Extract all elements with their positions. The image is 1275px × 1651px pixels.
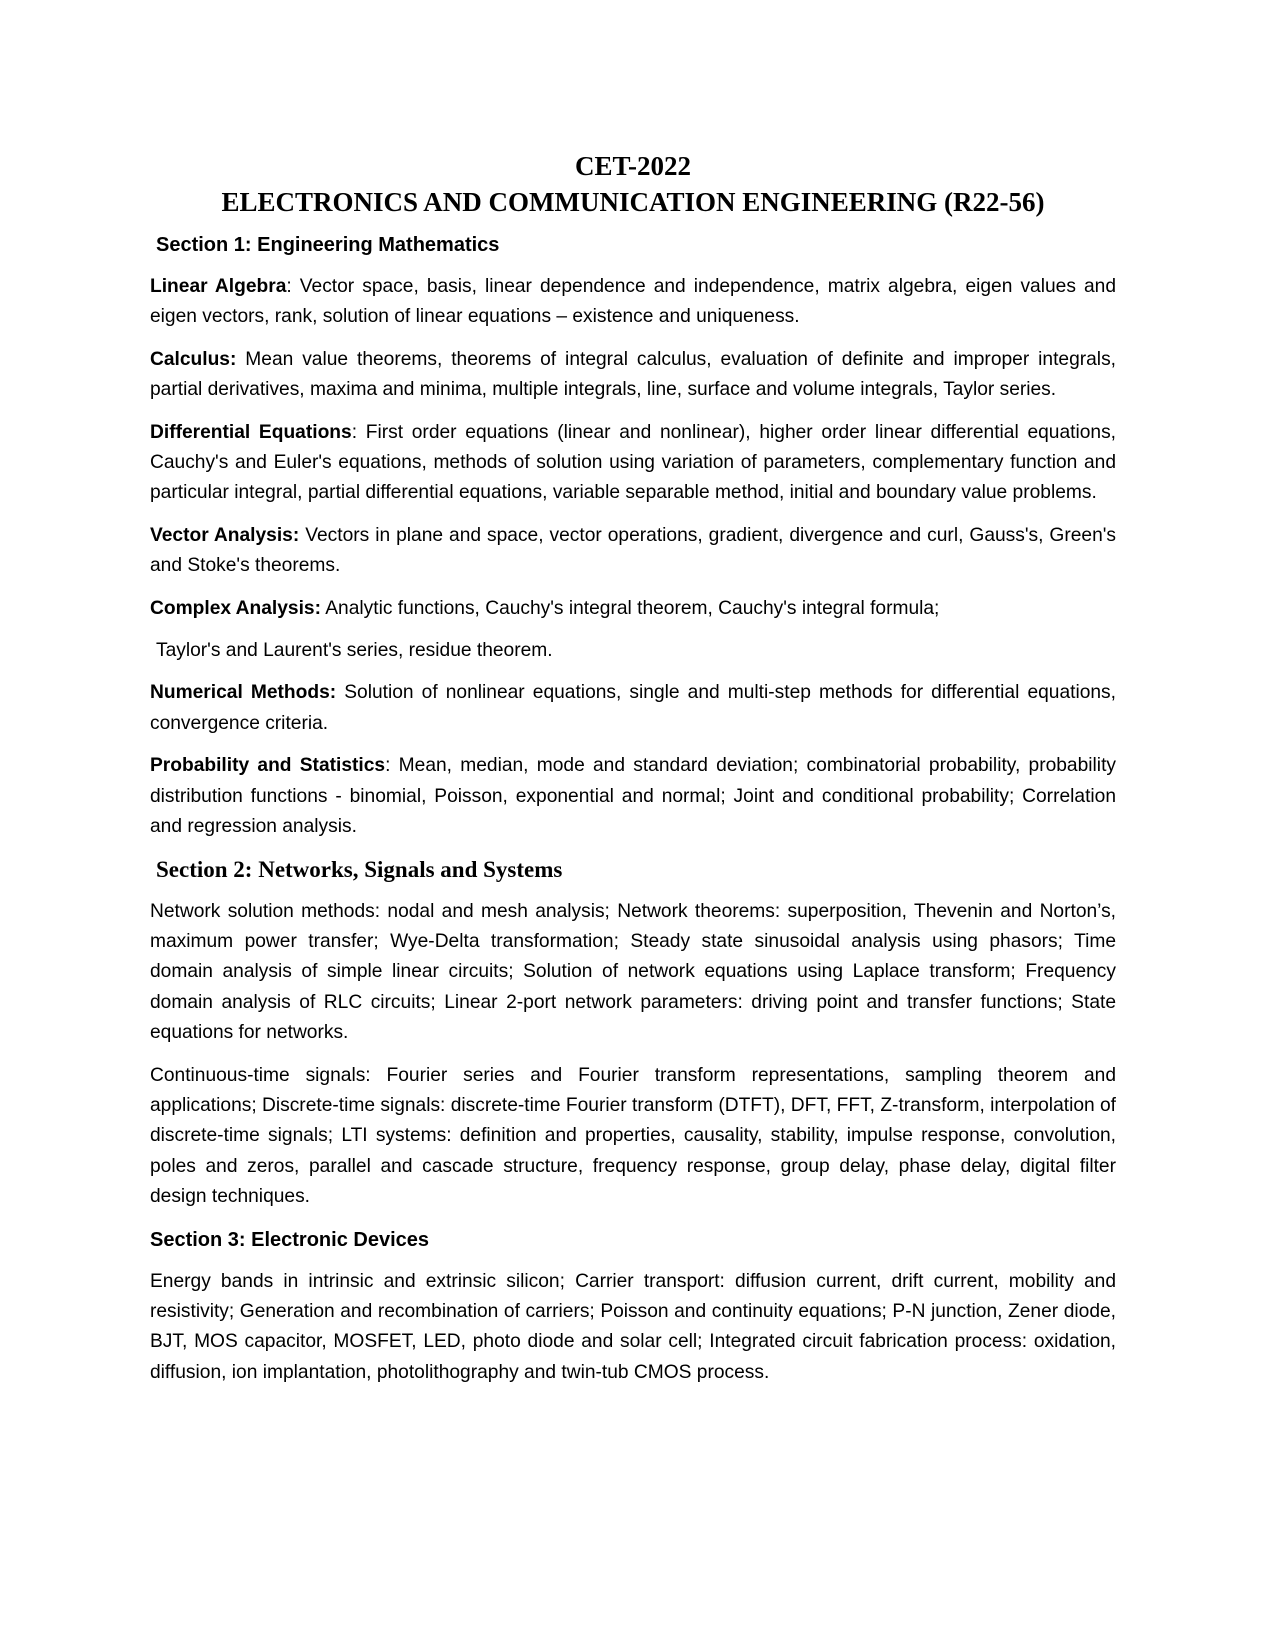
topic-linear-algebra <box>150 272 1116 333</box>
topic-vector-analysis <box>150 521 1116 582</box>
topic-name: Vector Analysis: <box>150 524 300 546</box>
topic-numerical-methods <box>150 678 1116 739</box>
section-3-paragraph-devices: Energy bands in intrinsic and extrinsic silicon; Carrier transport: diffusion current, drift current, mobility and resistivity; Generation and recombination of carriers; Poisson and continuity equations; P-N junction, Zener diode, BJT, MOS capacitor, MOSFET, LED, photo diode and solar cell; Integrated circuit fabrication process: oxidation, diffusion, ion implantation, photolithography and twin-tub CMOS process. <box>150 1270 1116 1383</box>
topic-probability-statistics <box>150 751 1116 842</box>
topic-name: Calculus: <box>150 348 237 370</box>
document-title: CET-2022 <box>574 151 692 181</box>
section-3-heading: Section 3: Electronic Devices <box>150 1228 430 1251</box>
topic-differential-equations <box>150 418 1116 509</box>
topic-sep: : <box>351 421 358 443</box>
topic-text: Analytic functions, Cauchy's integral theorem, Cauchy's integral formula; <box>320 597 940 619</box>
topic-sep: : <box>286 276 292 297</box>
topic-sep: : <box>385 755 391 777</box>
section-1-heading: Section 1: Engineering Mathematics <box>156 234 500 256</box>
topic-name: Complex Analysis: <box>150 597 321 619</box>
topic-name: Probability and Statistics <box>150 755 386 777</box>
section-2-heading: Section 2: Networks, Signals and Systems <box>156 856 563 882</box>
topic-text: Vector space, basis, linear dependence and independence, matrix algebra, eigen values and eigen vectors, rank, solution of linear equations – existence and uniqueness. <box>150 276 1116 328</box>
topic-calculus <box>150 345 1116 406</box>
section-2-paragraph-signals: Continuous-time signals: Fourier series and Fourier transform representations, sampling theorem and applications; Discrete-time signals: discrete-time Fourier transform (DTFT), DFT, FFT, Z-transform, interpolation of discrete-time signals; LTI systems: definition and properties, causality, stability, impulse response, convolution, poles and zeros, parallel and cascade structure, frequency response, group delay, phase delay, digital filter design techniques. <box>150 1064 1117 1208</box>
topic-text: Vectors in plane and space, vector operations, gradient, divergence and curl, Gauss's, Green's and Stoke's theorems. <box>150 524 1116 577</box>
topic-complex-analysis-continuation: Taylor's and Laurent's series, residue theorem. <box>156 640 553 662</box>
topic-text: Solution of nonlinear equations, single and multi-step methods for differential equations, convergence criteria. <box>150 682 1116 734</box>
topic-complex-analysis <box>150 594 1116 624</box>
document-subtitle: ELECTRONICS AND COMMUNICATION ENGINEERING (R22-56) <box>221 187 1045 217</box>
section-2-paragraph-networks: Network solution methods: nodal and mesh analysis; Network theorems: superposition, Thevenin and Norton’s, maximum power transfer; Wye-Delta transformation; Steady state sinusoidal analysis using phasors; Time domain analysis of simple linear circuits; Solution of network equations using Laplace transform; Frequency domain analysis of RLC circuits; Linear 2-port network parameters: driving point and transfer functions; State equations for networks. <box>150 900 1116 1044</box>
topic-text: Mean value theorems, theorems of integral calculus, evaluation of definite and improper integrals, partial derivatives, maxima and minima, multiple integrals, line, surface and volume integrals, Taylor series. <box>150 348 1116 401</box>
topic-name: Differential Equations <box>150 421 352 443</box>
topic-text: First order equations (linear and nonlinear), higher order linear differential equations, Cauchy's and Euler's equations, methods of solution using variation of parameters, complementary function and particular integral, partial differential equations, variable separable method, initial and boundary value problems. <box>150 421 1116 504</box>
topic-name: Numerical Methods: <box>150 682 337 704</box>
topic-name: Linear Algebra <box>150 276 287 297</box>
topic-text: Mean, median, mode and standard deviation; combinatorial probability, probability distribution functions - binomial, Poisson, exponential and normal; Joint and conditional probability; Correlation and regression analysis. <box>150 755 1116 838</box>
document-page <box>150 148 1116 1400</box>
